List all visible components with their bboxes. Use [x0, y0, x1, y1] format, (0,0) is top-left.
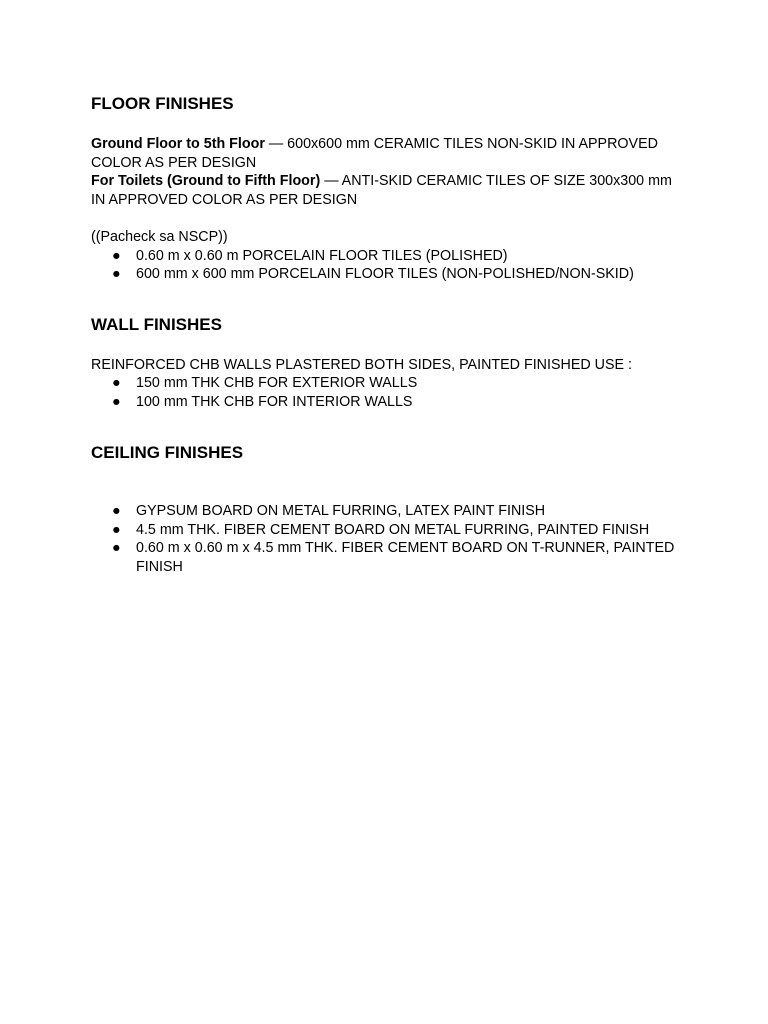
floor-finishes-heading: FLOOR FINISHES	[91, 94, 234, 113]
list-item: ● 4.5 mm THK. FIBER CEMENT BOARD ON METAL FURRING, PAINTED FINISH	[112, 521, 650, 538]
bullet-icon: ●	[112, 247, 121, 264]
floor-tiles-list	[91, 247, 681, 284]
bullet-icon: ●	[112, 503, 121, 520]
list-item: ● 0.60 m x 0.60 m x 4.5 mm THK. FIBER CEMENT BOARD ON T-RUNNER, PAINTED FINISH	[112, 540, 675, 575]
toilets-label: For Toilets (Ground to Fifth Floor)	[91, 173, 321, 190]
ceiling-finishes-heading: CEILING FINISHES	[91, 442, 244, 462]
toilets-text: — ANTI-SKID CERAMIC TILES OF SIZE 300x300 mm IN APPROVED COLOR AS PER DESIGN	[91, 173, 672, 208]
bullet-icon: ●	[112, 393, 121, 410]
toilets-paragraph	[91, 172, 681, 209]
list-item: ● 150 mm THK CHB FOR EXTERIOR WALLS	[112, 375, 418, 392]
bullet-icon: ●	[112, 521, 121, 538]
bullet-icon: ●	[112, 540, 121, 557]
ground-floor-paragraph	[91, 135, 681, 172]
wall-intro: REINFORCED CHB WALLS PLASTERED BOTH SIDES, PAINTED FINISHED USE :	[91, 356, 632, 373]
list-item: ● 100 mm THK CHB FOR INTERIOR WALLS	[112, 393, 413, 410]
wall-finishes-heading: WALL FINISHES	[91, 314, 222, 334]
list-item: ● 600 mm x 600 mm PORCELAIN FLOOR TILES (NON-POLISHED/NON-SKID)	[112, 266, 634, 283]
wall-list	[91, 374, 681, 411]
document-content	[91, 93, 681, 577]
nscp-note: ((Pacheck sa NSCP))	[91, 228, 228, 245]
list-item: ● 0.60 m x 0.60 m PORCELAIN FLOOR TILES (POLISHED)	[112, 247, 508, 264]
list-item: ● GYPSUM BOARD ON METAL FURRING, LATEX PAINT FINISH	[112, 503, 546, 520]
floor-finishes-section	[91, 93, 681, 284]
wall-finishes-section	[91, 314, 681, 412]
ceiling-list	[91, 502, 681, 576]
bullet-icon: ●	[112, 375, 121, 392]
ground-floor-text: — 600x600 mm CERAMIC TILES NON-SKID IN APPROVED COLOR AS PER DESIGN	[91, 136, 658, 171]
ground-floor-label: Ground Floor to 5th Floor	[91, 136, 265, 152]
bullet-icon: ●	[112, 266, 121, 283]
ceiling-finishes-section	[91, 442, 681, 577]
